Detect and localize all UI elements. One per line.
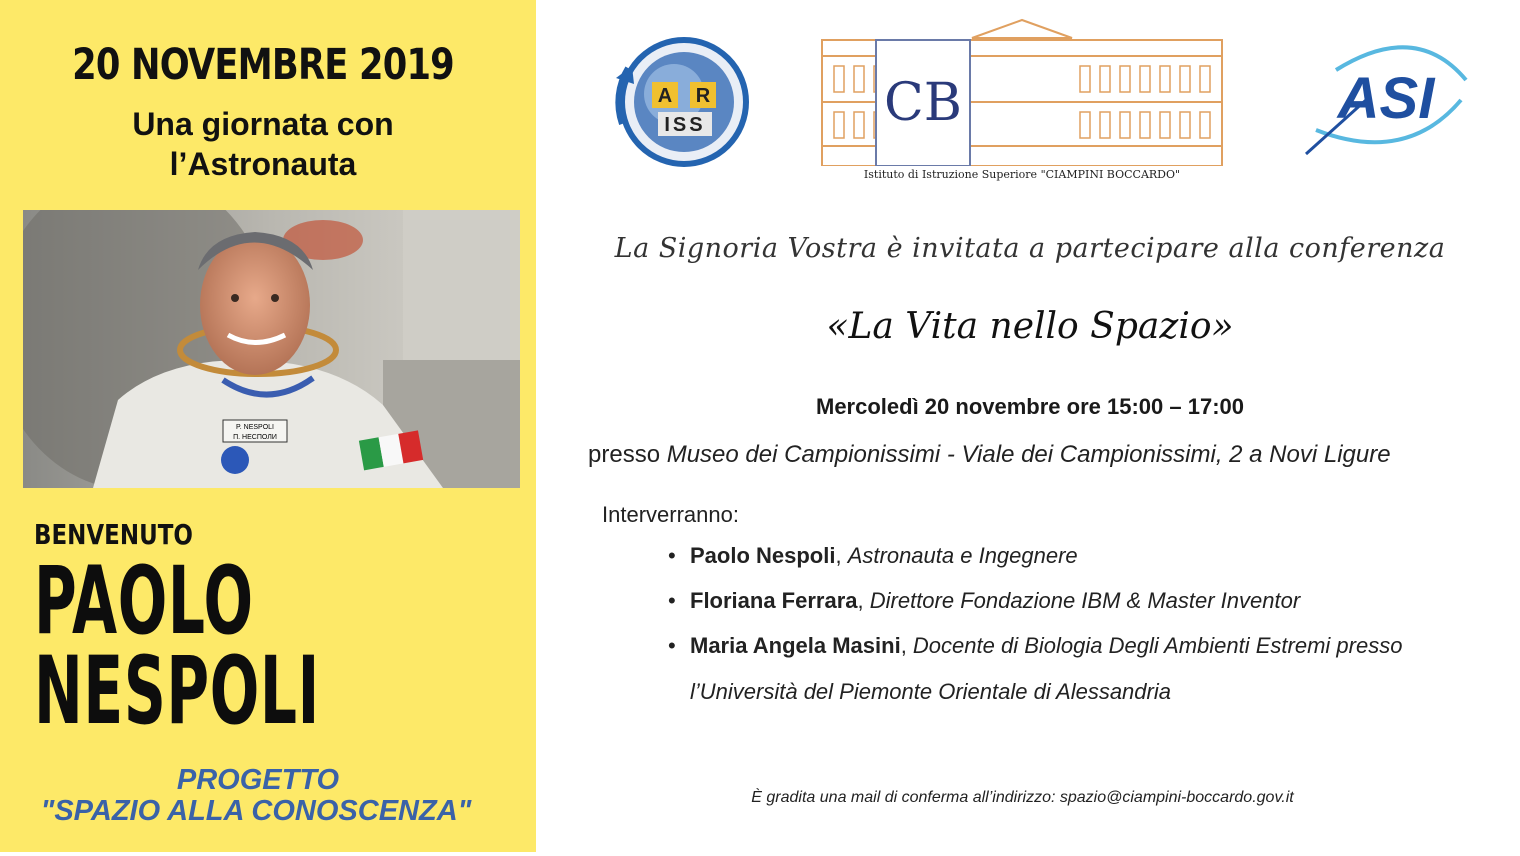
name-first: PAOLO <box>34 547 254 656</box>
venue-name: Museo dei Campionissimi - Viale dei Campionissimi, 2 a Novi Ligure <box>666 441 1391 468</box>
speaker-role: Astronauta e Ingegnere <box>847 543 1078 568</box>
school-logo <box>812 16 1232 184</box>
speakers-heading: Interverranno: <box>602 502 739 527</box>
speaker-role: Docente di Biologia Degli Ambienti Estremi presso <box>912 633 1403 658</box>
conference-title: «La Vita nello Spazio» <box>826 306 1234 347</box>
asi-text: ASI <box>1337 66 1435 131</box>
welcome-label: BENVENUTO <box>34 518 193 551</box>
speaker-role-continued: l’Università del Piemonte Orientale di Alessandria <box>690 679 1171 704</box>
event-venue <box>588 441 1488 469</box>
patch-text-cyrillic: П. НЕСПОЛИ <box>233 434 277 441</box>
speaker-name: Maria Angela Masini <box>690 633 901 658</box>
subtitle-line2: l’Astronauta <box>169 146 357 182</box>
patch-text-latin: P. NESPOLI <box>235 424 275 431</box>
invitation-line: La Signoria Vostra è invitata a partecipare alla conferenza <box>614 233 1446 264</box>
name-last: NESPOLI <box>34 637 320 746</box>
project-label: PROGETTO <box>176 764 340 796</box>
list-item: • Maria Angela Masini, Docente di Biologia Degli Ambienti Estremi presso l’Università del Piemonte Orientale di Alessandria <box>668 634 1488 704</box>
list-item: • Paolo Nespoli, Astronauta e Ingegnere <box>668 543 1078 568</box>
yellow-panel <box>0 0 536 852</box>
astronaut-photo <box>23 210 520 488</box>
school-caption: Istituto di Istruzione Superiore "CIAMPINI BOCCARDO" <box>863 168 1181 181</box>
list-item: • Floriana Ferrara, Direttore Fondazione IBM & Master Inventor <box>668 588 1301 613</box>
event-date: 20 NOVEMBRE 2019 <box>72 40 454 90</box>
bullet-icon: • <box>668 543 676 568</box>
project-name: "SPAZIO ALLA CONOSCENZA" <box>40 795 472 827</box>
confirmation-note: È gradita una mail di conferma all’indirizzo: spazio@ciampini-boccardo.gov.it <box>751 789 1294 806</box>
speaker-name: Paolo Nespoli <box>690 543 836 568</box>
bullet-icon: • <box>668 588 676 613</box>
speaker-name: Floriana Ferrara <box>690 588 858 613</box>
ariss-logo <box>608 28 756 176</box>
speaker-role: Direttore Fondazione IBM & Master Inventor <box>869 588 1301 613</box>
ariss-letter-r: R <box>695 85 711 107</box>
school-monogram: CB <box>884 73 962 133</box>
ariss-letter-a: A <box>657 85 673 107</box>
event-datetime: Mercoledì 20 novembre ore 15:00 – 17:00 <box>816 394 1244 419</box>
asi-logo <box>1296 30 1476 160</box>
subtitle-line1: Una giornata con <box>132 106 394 142</box>
ariss-word: ISS <box>664 114 706 136</box>
bullet-icon: • <box>668 633 676 658</box>
venue-prefix: presso <box>588 441 661 468</box>
speakers-list <box>668 544 1488 725</box>
